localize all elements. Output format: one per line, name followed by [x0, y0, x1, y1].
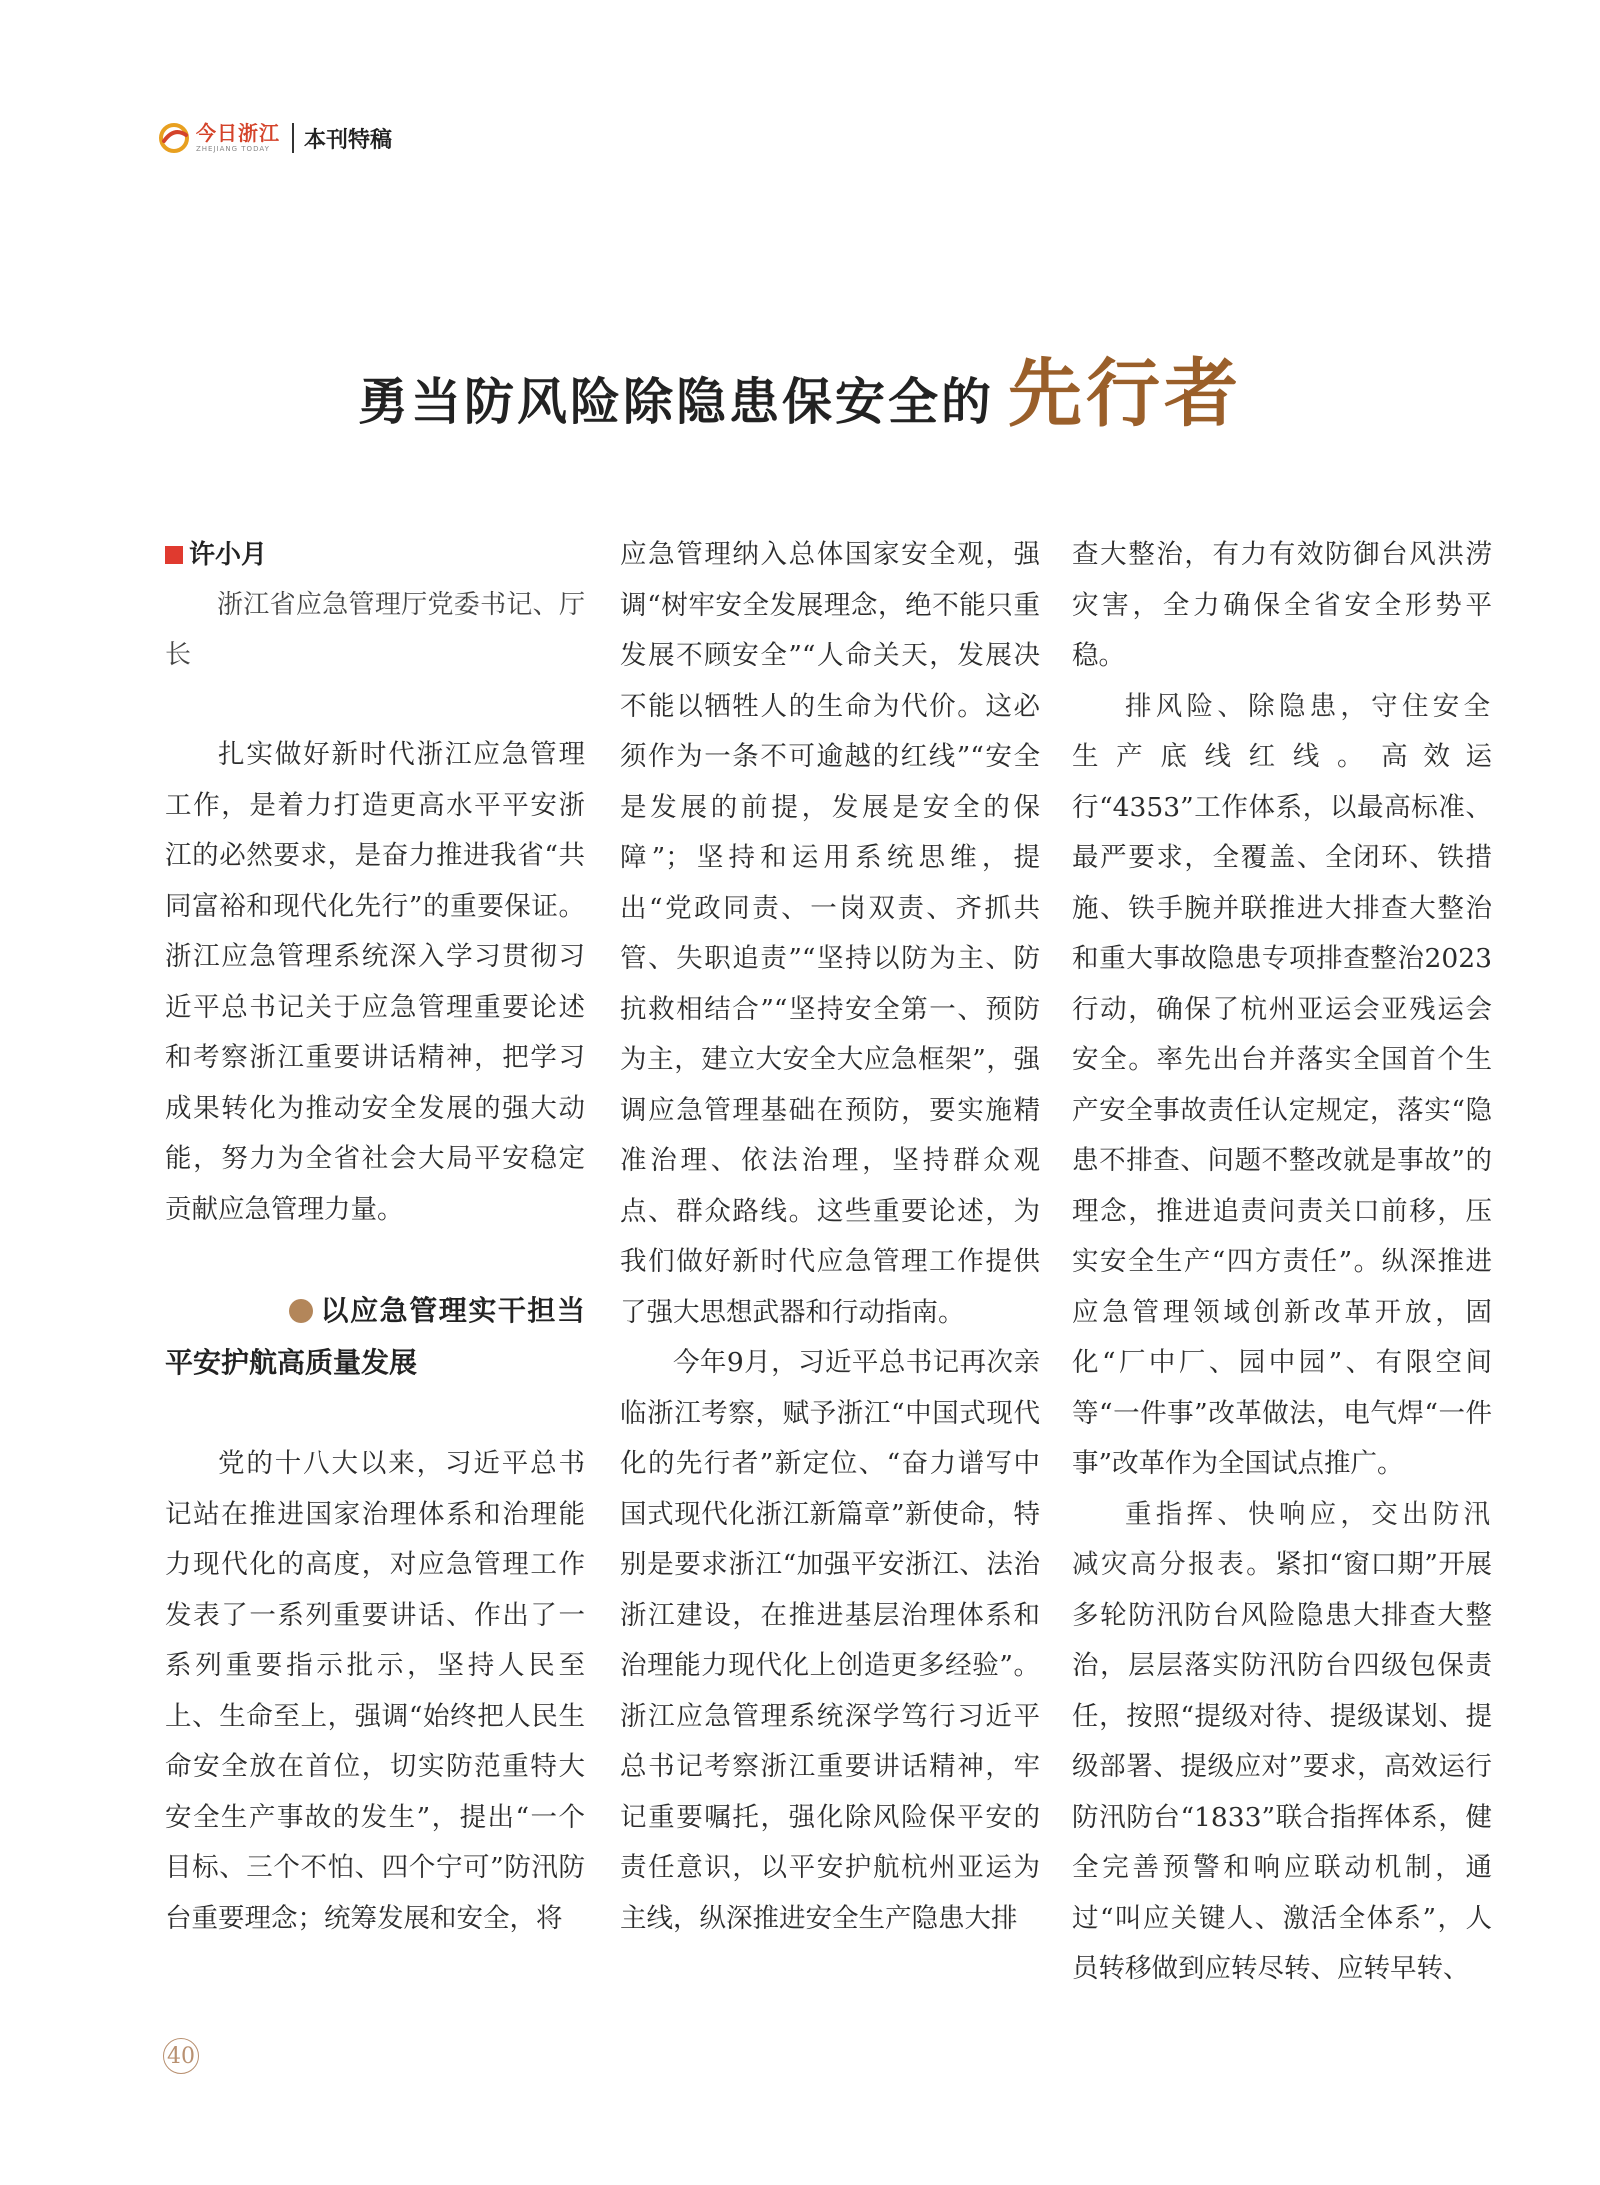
- paragraph-4-lead: 重指挥、快响应，交出防汛减灾高分报表。: [1072, 1498, 1492, 1580]
- author-line: [165, 530, 585, 580]
- author-marker-icon: [165, 546, 183, 564]
- section-heading-text: 以应急管理实干担当平安护航高质量发展: [165, 1294, 585, 1379]
- paragraph-4-body: 紧扣“窗口期”开展多轮防汛防台风险隐患大排查大整治，层层落实防汛防台四级包保责任，按照“提级对待、提级谋划、提级部署、提级应对”要求，高效运行防汛防台“1833”联合指挥体系，健全完善预警和响应联动机制，通过“叫应关键人、激活全体系”，人员转移做到应转尽转、应转早转、: [1072, 1549, 1492, 1984]
- bullet-dot-icon: [289, 1299, 313, 1323]
- logo-icon: [158, 121, 192, 155]
- logo: [196, 123, 280, 153]
- paragraph-4: [1072, 1490, 1492, 1995]
- column-1: [165, 530, 585, 1944]
- page-number: 40: [163, 2038, 199, 2074]
- column-2: [620, 530, 1040, 1944]
- paragraph-2: 今年9月，习近平总书记再次亲临浙江考察，赋予浙江“中国式现代化的先行者”新定位、“奋力谱写中国式现代化浙江新篇章”新使命，特别是要求浙江“加强平安浙江、法治浙江建设，在推进基层治理体系和治理能力现代化上创造更多经验”。浙江应急管理系统深学笃行习近平总书记考察浙江重要讲话精神，牢记重要嘱托，强化除风险保平安的责任意识，以平安护航杭州亚运为主线，纵深推进安全生产隐患大排: [620, 1347, 1040, 1934]
- author-position: 浙江省应急管理厅党委书记、厅长: [165, 590, 585, 670]
- article-title: [0, 335, 1600, 441]
- intro-paragraph: 扎实做好新时代浙江应急管理工作，是着力打造更高水平平安浙江的必然要求，是奋力推进我省“共同富裕和现代化先行”的重要保证。浙江应急管理系统深入学习贯彻习近平总书记关于应急管理重要论述和考察浙江重要讲话精神，把学习成果转化为推动安全发展的强大动能，努力为全省社会大局平安稳定贡献应急管理力量。: [165, 739, 585, 1225]
- page-header: [158, 118, 392, 158]
- title-main: 勇当防风险除隐患保安全的: [358, 372, 994, 431]
- paragraph-3: [1072, 682, 1492, 1490]
- column-3: [1072, 530, 1492, 1995]
- logo-name: 今日浙江: [196, 121, 280, 145]
- header-divider: [292, 123, 294, 153]
- paragraph-3-lead: 排风险、除隐患，守住安全生产底线红线。: [1072, 690, 1492, 772]
- paragraph-3-body: 高效运行“4353”工作体系，以最高标准、最严要求，全覆盖、全闭环、铁措施、铁手腕并联推进大排查大整治和重大事故隐患专项排查整治2023行动，确保了杭州亚运会亚残运会安全。率先出台并落实全国首个生产安全事故责任认定规定，落实“隐患不排查、问题不整改就是事故”的理念，推进追责问责关口前移，压实安全生产“四方责任”。纵深推进应急管理领域创新改革开放，固化“厂中厂、园中园”、有限空间等“一件事”改革做法，电气焊“一件事”改革作为全国试点推广。: [1072, 741, 1493, 1479]
- section-label: 本刊特稿: [304, 127, 393, 153]
- logo-subtitle: ZHEJIANG TODAY: [196, 145, 270, 153]
- paragraph-1: 党的十八大以来，习近平总书记站在推进国家治理体系和治理能力现代化的高度，对应急管理工作发表了一系列重要讲话、作出了一系列重要指示批示，坚持人民至上、生命至上，强调“始终把人民生命安全放在首位，切实防范重特大安全生产事故的发生”，提出“一个目标、三个不怕、四个宁可”防汛防台重要理念；统筹发展和安全，将: [165, 1448, 585, 1934]
- paragraph-2-continued: 查大整治，有力有效防御台风洪涝灾害，全力确保全省安全形势平稳。: [1072, 539, 1492, 671]
- paragraph-1-continued: 应急管理纳入总体国家安全观，强调“树牢安全发展理念，绝不能只重发展不顾安全”“人命关天，发展决不能以牺牲人的生命为代价。这必须作为一条不可逾越的红线”“安全是发展的前提，发展是安全的保障”；坚持和运用系统思维，提出“党政同责、一岗双责、齐抓共管、失职追责”“坚持以防为主、防抗救相结合”“坚持安全第一、预防为主，建立大安全大应急框架”，强调应急管理基础在预防，要实施精准治理、依法治理，坚持群众观点、群众路线。这些重要论述，为我们做好新时代应急管理工作提供了强大思想武器和行动指南。: [620, 539, 1040, 1328]
- section-heading: [165, 1285, 585, 1389]
- title-accent: 先行者: [1008, 351, 1242, 437]
- author-name: 许小月: [189, 539, 268, 570]
